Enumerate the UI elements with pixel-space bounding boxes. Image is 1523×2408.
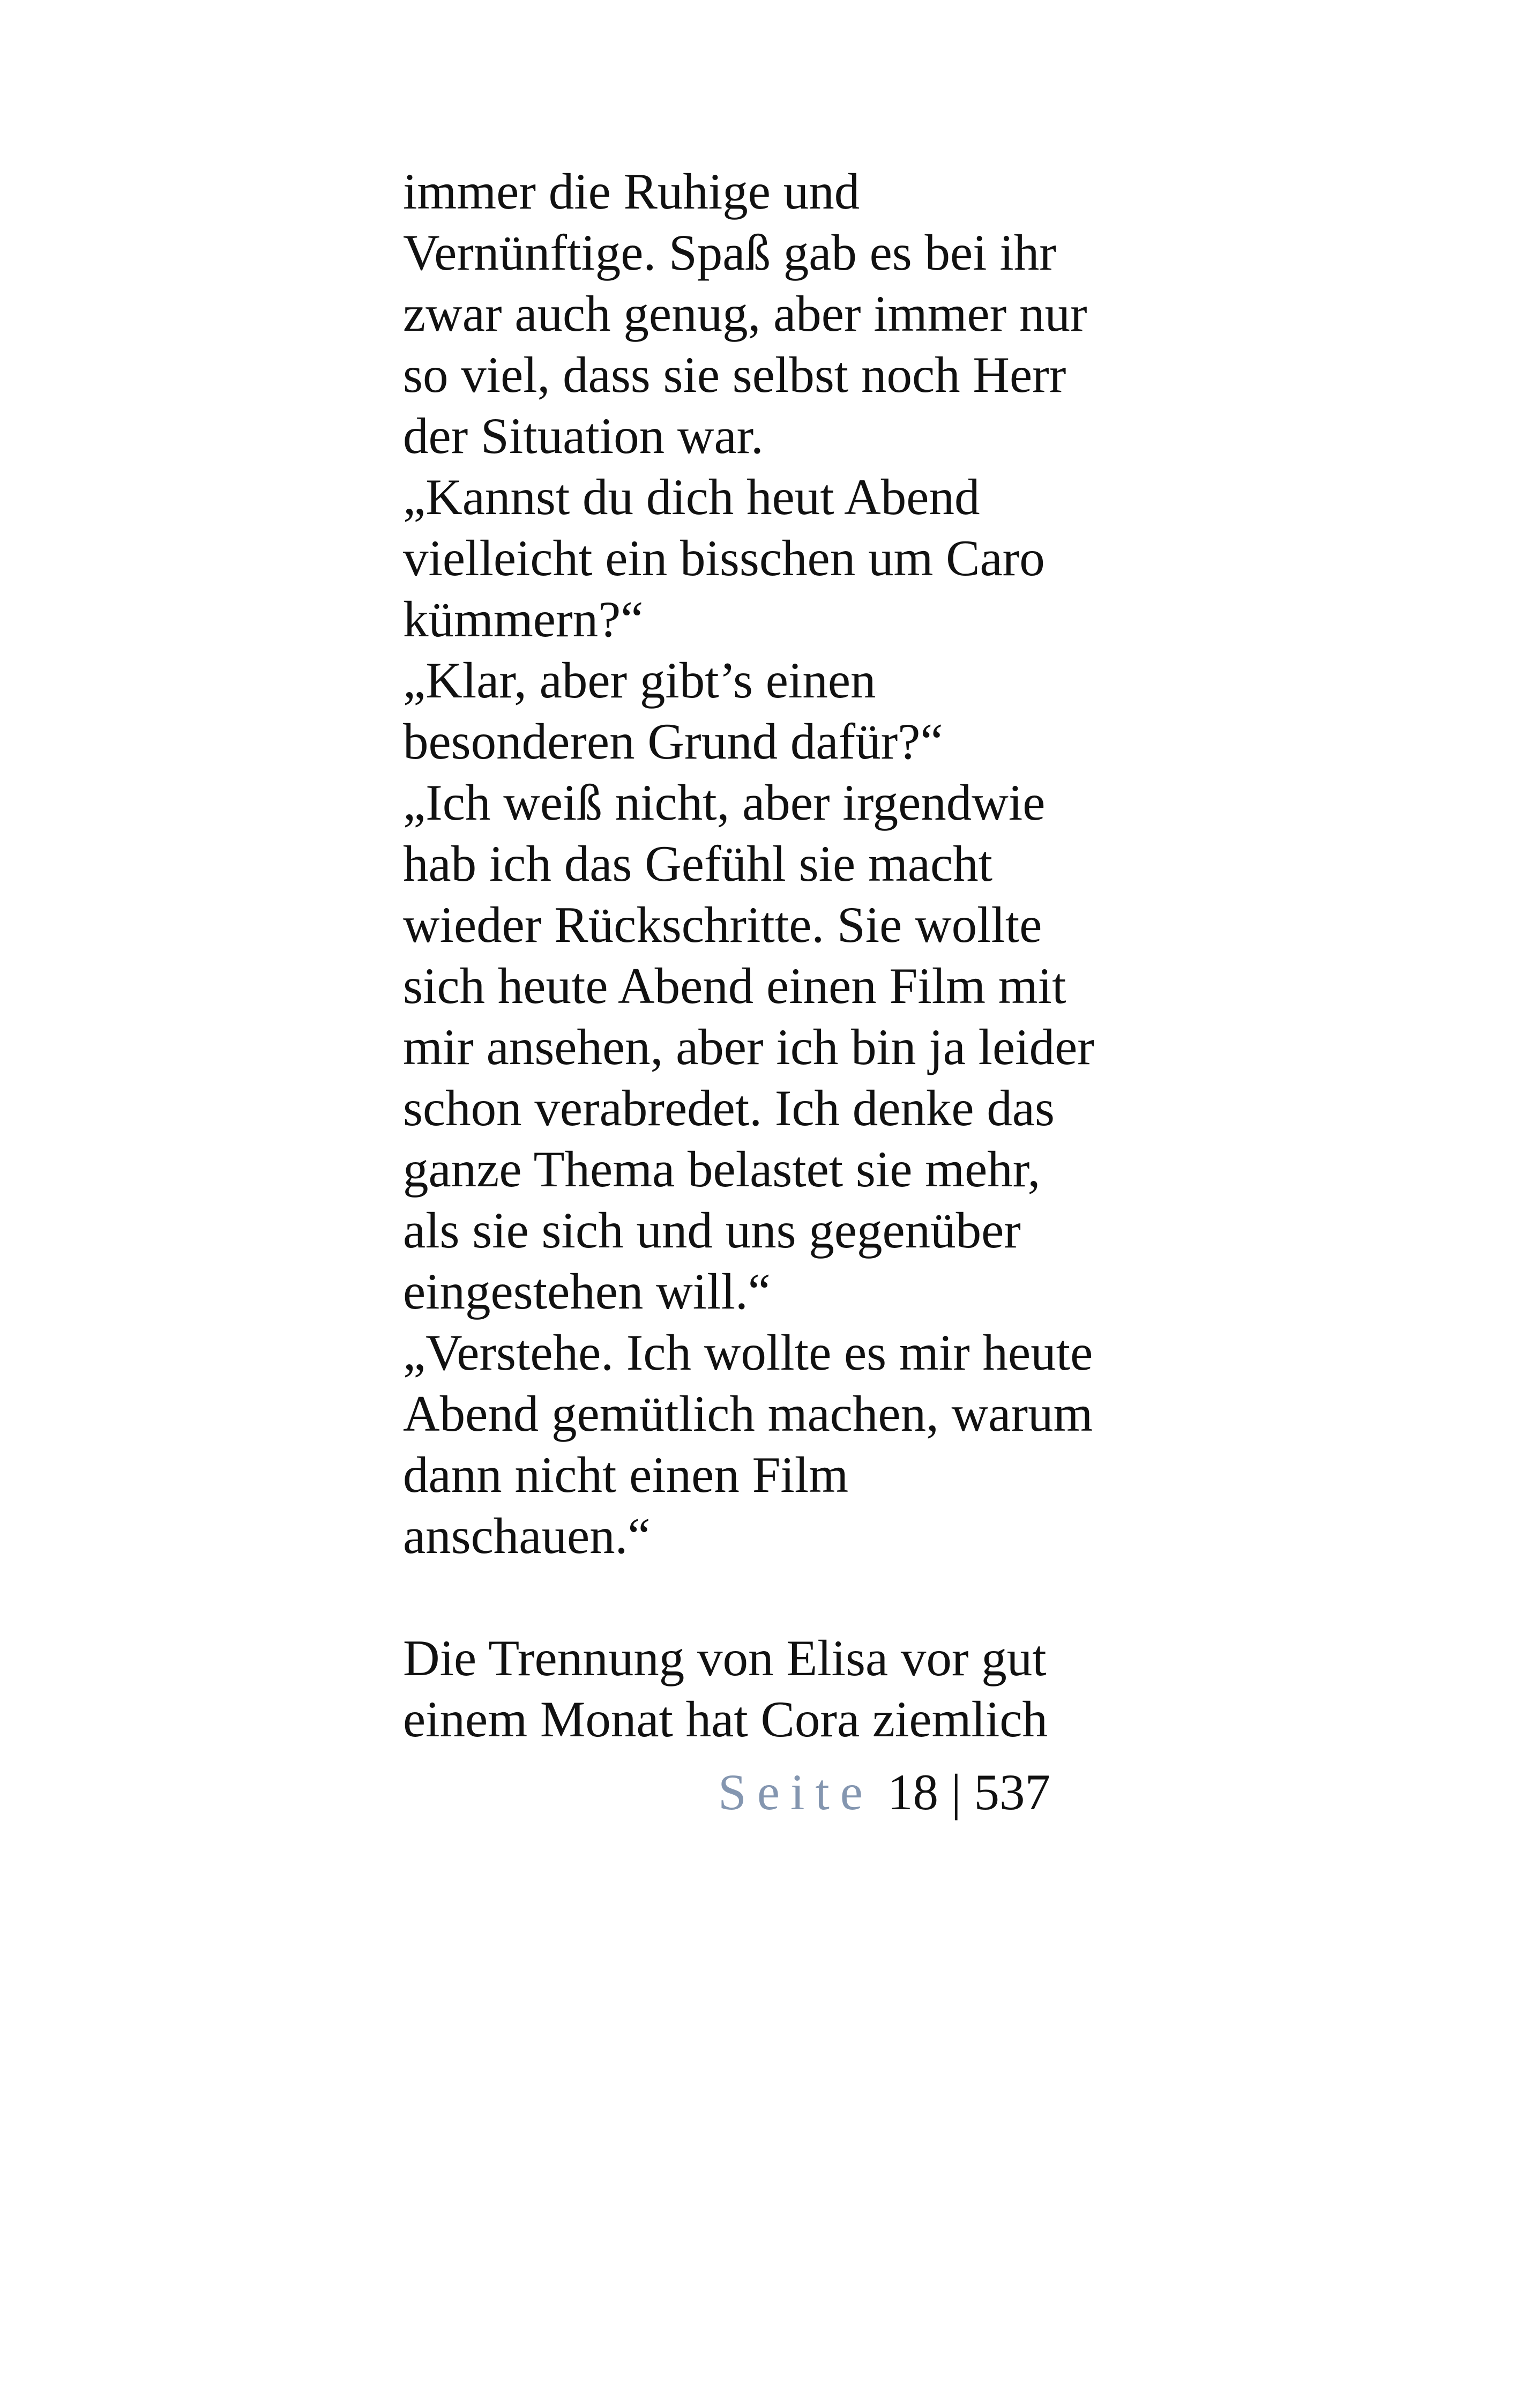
text-line: Vernünftige. Spaß gab es bei ihr: [403, 224, 1056, 281]
text-line: anschauen.“: [403, 1507, 651, 1564]
text-line: „Ich weiß nicht, aber irgendwie: [403, 774, 1046, 831]
text-line: wieder Rückschritte. Sie wollte: [403, 896, 1042, 953]
text-line: dann nicht einen Film: [403, 1446, 849, 1503]
text-line: als sie sich und uns gegenüber: [403, 1202, 1021, 1259]
text-line: Die Trennung von Elisa vor gut: [403, 1630, 1047, 1686]
text-line: besonderen Grund dafür?“: [403, 713, 943, 770]
paragraph-break: [403, 1566, 1153, 1627]
text-line: einem Monat hat Cora ziemlich: [403, 1691, 1048, 1748]
text-line: der Situation war.: [403, 407, 764, 464]
text-line: immer die Ruhige und: [403, 163, 860, 220]
page-footer: [718, 1762, 1050, 1823]
text-line: sich heute Abend einen Film mit: [403, 957, 1066, 1014]
text-line: so viel, dass sie selbst noch Herr: [403, 346, 1066, 403]
text-line: eingestehen will.“: [403, 1263, 771, 1320]
page-number: 18 | 537: [887, 1764, 1050, 1820]
text-line: „Verstehe. Ich wollte es mir heute: [403, 1324, 1093, 1381]
text-line: „Klar, aber gibt’s einen: [403, 652, 876, 709]
text-line: ganze Thema belastet sie mehr,: [403, 1141, 1041, 1198]
text-line: hab ich das Gefühl sie macht: [403, 835, 993, 892]
body-text: [403, 161, 1153, 1750]
text-line: mir ansehen, aber ich bin ja leider: [403, 1019, 1094, 1075]
text-line: Abend gemütlich machen, warum: [403, 1385, 1093, 1442]
text-line: schon verabredet. Ich denke das: [403, 1080, 1055, 1136]
text-line: vielleicht ein bisschen um Caro: [403, 530, 1045, 586]
text-line: zwar auch genug, aber immer nur: [403, 285, 1087, 342]
text-line: „Kannst du dich heut Abend: [403, 469, 980, 525]
seite-label: Seite: [718, 1764, 874, 1820]
text-line: kümmern?“: [403, 591, 644, 648]
